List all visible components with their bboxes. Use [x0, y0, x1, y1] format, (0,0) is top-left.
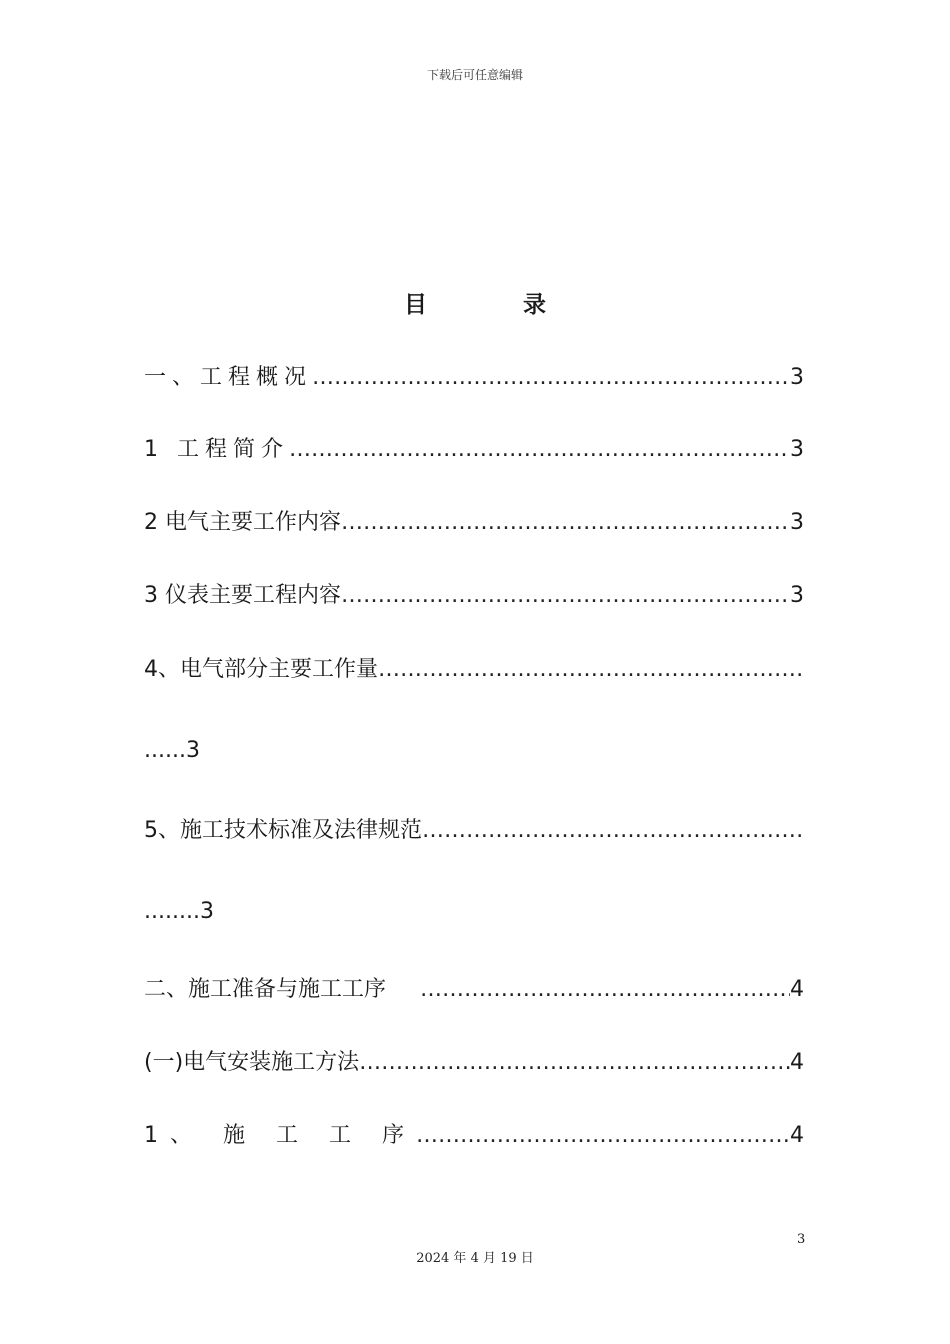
toc-entry[interactable] — [144, 360, 804, 391]
toc-leader-dots — [422, 818, 804, 843]
toc-leader-dots — [289, 437, 790, 462]
toc-leader-dots — [416, 1123, 790, 1148]
toc-entry-continuation: ......3 — [144, 738, 200, 763]
toc-entry-page: 3 — [790, 437, 804, 462]
toc-title: 目 录 — [403, 292, 590, 318]
footer-date: 2024 年 4 月 19 日 — [416, 1251, 534, 1266]
toc-leader-dots — [341, 583, 790, 608]
toc-entry[interactable] — [144, 813, 804, 844]
toc-entry-label: 5、施工技术标准及法律规范 — [144, 818, 422, 843]
toc-entry-page: 4 — [790, 1123, 804, 1148]
toc-entry-page: 3 — [790, 583, 804, 608]
toc-entry[interactable] — [144, 652, 804, 683]
toc-entry-page: 3 — [790, 365, 804, 390]
page-number: 3 — [797, 1232, 806, 1247]
toc-leader-dots — [312, 365, 790, 390]
toc-entry[interactable] — [144, 972, 804, 1003]
toc-entry[interactable] — [144, 578, 804, 609]
toc-leader-dots — [420, 977, 790, 1002]
toc-entry-label: 4、电气部分主要工作量 — [144, 657, 378, 682]
toc-entry-page: 3 — [790, 510, 804, 535]
toc-entry-label: 一、工程概况 — [144, 365, 313, 390]
toc-entry[interactable] — [144, 432, 804, 463]
toc-entry-page: 4 — [790, 1050, 804, 1075]
toc-entry-label: 3 仪表主要工程内容 — [144, 583, 341, 608]
toc-entry-label: 2 电气主要工作内容 — [144, 510, 341, 535]
toc-leader-dots — [378, 657, 804, 682]
toc-entry[interactable] — [144, 505, 804, 536]
toc-entry-label: 1、 施 工 工 序 — [144, 1123, 416, 1148]
toc-entry-label: 1 工程简介 — [144, 437, 289, 462]
toc-entry-label: 二、施工准备与施工工序 — [144, 977, 387, 1002]
toc-entry-continuation: ........3 — [144, 899, 214, 924]
toc-entry-label: (一)电气安装施工方法 — [144, 1050, 360, 1075]
toc-entry[interactable] — [144, 1045, 804, 1076]
toc-entry-page: 4 — [790, 977, 804, 1002]
toc-leader-dots — [341, 510, 790, 535]
toc-entry[interactable] — [144, 1118, 804, 1149]
page-header: 下载后可任意编辑 — [426, 68, 523, 82]
toc-leader-dots — [359, 1050, 790, 1075]
